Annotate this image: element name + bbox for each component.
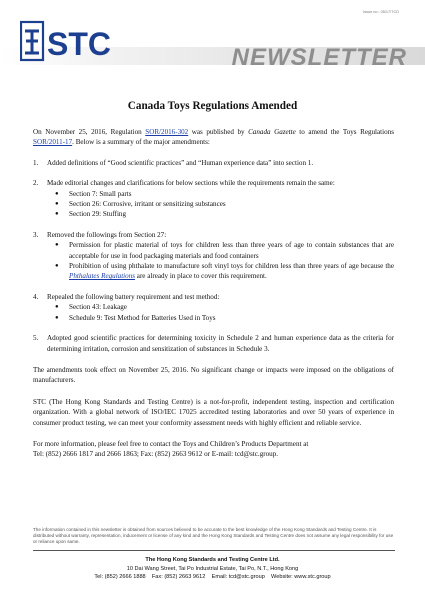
bullet-text: Schedule 9: Test Method for Batteries Used in Toys [69, 313, 216, 322]
intro-text: to amend the Toys Regulations [295, 128, 394, 136]
footer [0, 556, 425, 582]
bullet-text: Permission for plastic material of toys for children less than three years of age to contain substances that are acceptable for use in food packaging materials and food containers [69, 241, 394, 260]
item-4-bullets [47, 302, 394, 323]
list-item [55, 261, 394, 282]
list-item [55, 199, 394, 209]
item-number: 3. [33, 230, 39, 239]
list-item [55, 189, 394, 199]
amendment-item-5 [33, 333, 394, 354]
bullet-icon: ● [55, 263, 59, 270]
bullet-text: Section 43: Leakage [69, 303, 127, 312]
stc-logo [20, 19, 114, 65]
list-item [55, 313, 394, 323]
amendment-item-4 [33, 292, 394, 323]
item-number: 1. [33, 158, 39, 167]
footer-divider [33, 550, 395, 551]
disclaimer: The information contained in this newsletter is obtained from sources believed to be accurate to the best knowledge of the Hong Kong Standards and Testing Centre. It is distributed without warranty, representation, inducement or license of any kind and the Hong Kong Standards and Testing Centre does not assume any legal responsibility for use or reliance upon same. [33, 527, 394, 544]
sor-2011-17-link[interactable]: SOR/2011-17 [33, 138, 73, 147]
footer-contacts: Tel: (852) 2666 1888 Fax: (852) 2663 9612 Email: tcd@stc.group Website: www.stc.group [94, 574, 331, 580]
intro-text: On November 25, 2016, Regulation [33, 128, 146, 136]
bullet-icon: ● [55, 190, 59, 197]
article-title: Canada Toys Regulations Amended [127, 100, 298, 112]
amendment-item-2 [33, 178, 394, 220]
effect-paragraph: The amendments took effect on November 25, 2016. No significant change or impacts were imposed on the obligations of manufacturers. [33, 365, 394, 385]
bullet-icon: ● [55, 242, 59, 249]
bullet-text: Section 7: Small parts [69, 189, 132, 198]
bullet-text-part: Prohibition of using phthalate to manufacture soft vinyl toys for children less than three years of age because the [69, 262, 394, 271]
canada-gazette-text: Canada Gazette [248, 128, 296, 136]
phthalates-regulations-link[interactable]: Phthalates Regulations [69, 272, 136, 281]
svg-text:STC: STC [47, 26, 111, 62]
bullet-icon: ● [55, 304, 59, 311]
intro-text: was published by [188, 128, 249, 136]
item-2-bullets [47, 189, 394, 220]
item-text: Repealed the following battery requirement and test method: [47, 292, 220, 301]
item-text: Removed the followings from Section 27: [47, 230, 167, 239]
item-text: Adopted good scientific practices for determining toxicity in Schedule 2 and human experience data as the criteria for determining irritation, corrosion and sensitization of substances in Schedule 3. [47, 334, 394, 353]
bullet-text [69, 261, 394, 282]
list-item [55, 209, 394, 219]
bullet-text-part: are already in place to cover this requirement. [135, 272, 267, 281]
about-paragraph: STC (The Hong Kong Standards and Testing Centre) is a not-for-profit, independent testing, inspection and certification organization. With a global network of ISO/IEC 17025 accredited testing laboratories and over 50 years of experience in consumer product testing, we can meet your conformity assessment needs with highly efficient and reliable service. [33, 397, 394, 427]
bullet-text: Section 29: Stuffing [69, 210, 127, 219]
list-item [55, 240, 394, 261]
bullet-icon: ● [55, 314, 59, 321]
item-number: 4. [33, 292, 39, 301]
bullet-icon: ● [55, 201, 59, 208]
item-text: Made editorial changes and clarifications for below sections while the requirements remain the same: [47, 179, 335, 188]
item-number: 5. [33, 334, 39, 343]
contact-line-1: For more information, please feel free to contact the Toys and Children’s Products Department at [33, 439, 309, 448]
footer-company-name: The Hong Kong Standards and Testing Centre Ltd. [145, 557, 280, 563]
amendment-item-3 [33, 230, 394, 282]
issue-number: Issue no.: 05/17/TCD [363, 10, 399, 14]
intro-text: . Below is a summary of the major amendments: [72, 138, 210, 147]
item-text: Added definitions of “Good scientific practices” and “Human experience data” into section 1. [47, 158, 314, 167]
amendment-item-1 [33, 158, 394, 168]
bullet-icon: ● [55, 211, 59, 218]
article-body [33, 127, 394, 460]
sor-2016-302-link[interactable]: SOR/2016-302 [145, 128, 189, 136]
newsletter-label: NEWSLETTER [231, 44, 407, 71]
footer-address: 10 Dai Wang Street, Tai Po Industrial Estate, Tai Po, N.T., Hong Kong [126, 565, 299, 572]
item-number: 2. [33, 179, 39, 188]
item-3-bullets [47, 240, 394, 282]
bullet-text: Section 26: Corrosive, irritant or sensitizing substances [69, 200, 226, 209]
contact-line-2: Tel: (852) 2666 1817 and 2666 1863; Fax: (852) 2663 9612 or E-mail: tcd@stc.group. [33, 450, 279, 459]
intro-paragraph [33, 127, 394, 148]
list-item [55, 302, 394, 312]
